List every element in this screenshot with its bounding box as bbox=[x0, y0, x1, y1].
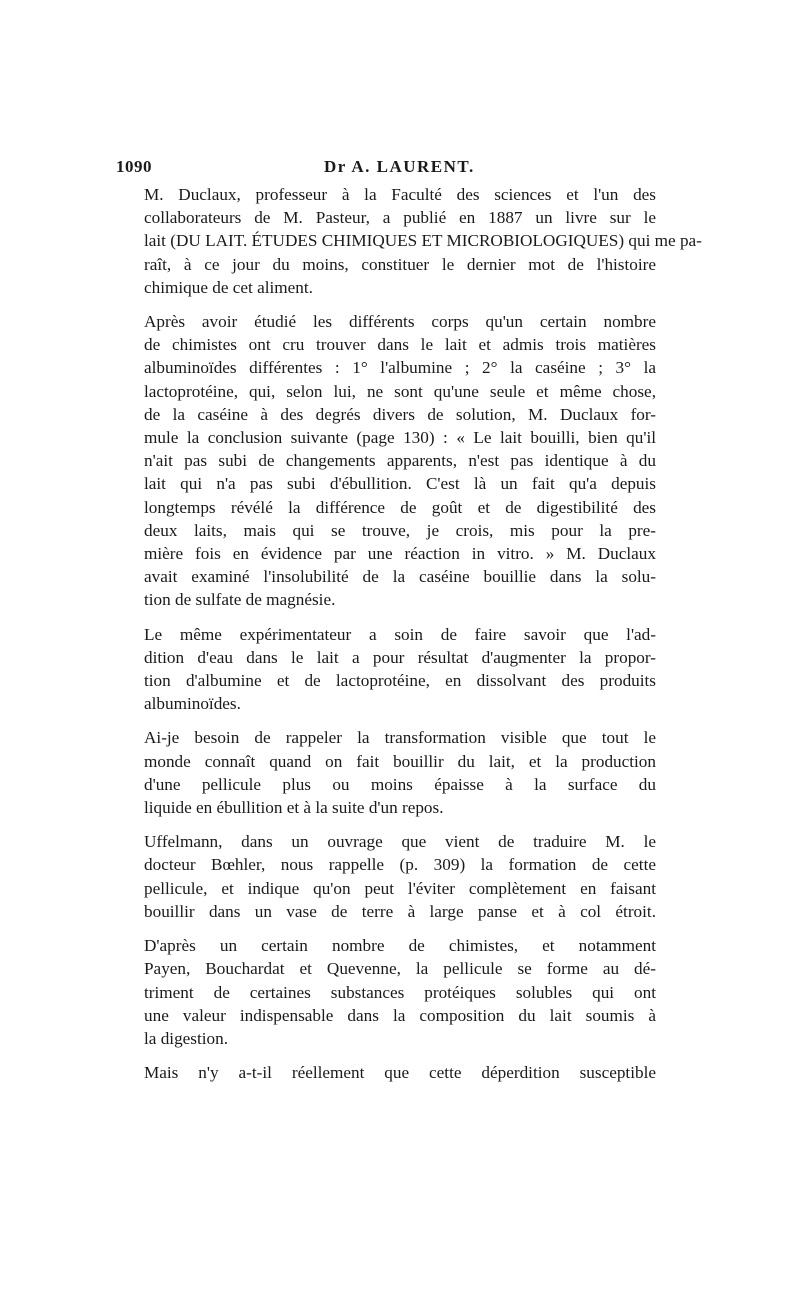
body-text bbox=[116, 183, 702, 1084]
text-line: de chimistes ont cru trouver dans le lait et admis trois matières bbox=[144, 335, 656, 355]
text-line: docteur Bœhler, nous rappelle (p. 309) la formation de cette bbox=[144, 855, 656, 875]
text-line: chimique de cet aliment. bbox=[144, 277, 313, 297]
text-line: avait examiné l'insolubilité de la caséine bouillie dans la solu- bbox=[144, 567, 656, 587]
text-line: raît, à ce jour du moins, constituer le dernier mot de l'histoire bbox=[144, 254, 656, 274]
text-line: albuminoïdes différentes : 1° l'albumine ; 2° la caséine ; 3° la bbox=[144, 358, 656, 378]
text-line: longtemps révélé la différence de goût et de digestibilité des bbox=[144, 497, 656, 517]
text-line: la digestion. bbox=[144, 1028, 229, 1048]
text-line: deux laits, mais qui se trouve, je crois, mis pour la pre- bbox=[144, 520, 656, 540]
text-line: tion de sulfate de magnésie. bbox=[144, 590, 336, 610]
paragraph-1 bbox=[116, 183, 702, 299]
text-line: Mais n'y a-t-il réellement que cette déperdition susceptible bbox=[144, 1063, 656, 1083]
text-line: de la caséine à des degrés divers de solution, M. Duclaux for- bbox=[144, 404, 656, 424]
text-line: monde connaît quand on fait bouillir du lait, et la production bbox=[144, 751, 656, 771]
text-line: n'ait pas subi de changements apparents, n'est pas identique à du bbox=[144, 451, 656, 471]
text-line: collaborateurs de M. Pasteur, a publié en 1887 un livre sur le bbox=[144, 208, 656, 228]
paragraph-5 bbox=[116, 830, 656, 923]
text-line: Uffelmann, dans un ouvrage que vient de traduire M. le bbox=[144, 832, 656, 852]
paragraph-3 bbox=[116, 623, 656, 716]
text-line: lait (DU LAIT. ÉTUDES CHIMIQUES ET MICROBIOLOGIQUES) qui me pa- bbox=[144, 231, 702, 251]
paragraph-4 bbox=[116, 726, 656, 819]
paragraph-6 bbox=[116, 934, 656, 1050]
text-line: Ai-je besoin de rappeler la transformation visible que tout le bbox=[144, 728, 656, 748]
text-line: liquide en ébullition et à la suite d'un repos. bbox=[144, 798, 444, 818]
paragraph-7 bbox=[116, 1061, 656, 1084]
text-line: mière fois en évidence par une réaction in vitro. » M. Duclaux bbox=[144, 544, 656, 564]
text-line: lait qui n'a pas subi d'ébullition. C'est là un fait qu'a depuis bbox=[144, 474, 656, 494]
text-line: M. Duclaux, professeur à la Faculté des sciences et l'un des bbox=[144, 185, 656, 204]
page-number: 1090 bbox=[116, 157, 152, 176]
text-line: albuminoïdes. bbox=[144, 694, 241, 714]
text-line: d'une pellicule plus ou moins épaisse à la surface du bbox=[144, 774, 656, 794]
running-head: Dr A. LAURENT. bbox=[324, 157, 475, 176]
text-line: lactoprotéine, qui, selon lui, ne sont qu'une seule et même chose, bbox=[144, 381, 656, 401]
text-line: Payen, Bouchardat et Quevenne, la pellicule se forme au dé- bbox=[144, 959, 656, 979]
text-line: mule la conclusion suivante (page 130) : « Le lait bouilli, bien qu'il bbox=[144, 428, 656, 448]
text-line: pellicule, et indique qu'on peut l'éviter complètement en faisant bbox=[144, 878, 656, 898]
page-header bbox=[116, 157, 656, 183]
paragraph-2 bbox=[116, 310, 656, 612]
text-line: bouillir dans un vase de terre à large panse et à col étroit. bbox=[144, 901, 656, 921]
text-line: D'après un certain nombre de chimistes, et notamment bbox=[144, 936, 656, 956]
book-page bbox=[116, 157, 702, 1084]
text-line: Le même expérimentateur a soin de faire savoir que l'ad- bbox=[144, 624, 656, 644]
text-line: Après avoir étudié les différents corps qu'un certain nombre bbox=[144, 312, 656, 332]
text-line: tion d'albumine et de lactoprotéine, en dissolvant des produits bbox=[144, 671, 656, 691]
text-line: triment de certaines substances protéiques solubles qui ont bbox=[144, 982, 656, 1002]
text-line: dition d'eau dans le lait a pour résultat d'augmenter la propor- bbox=[144, 647, 656, 667]
text-line: une valeur indispensable dans la composition du lait soumis à bbox=[144, 1005, 656, 1025]
